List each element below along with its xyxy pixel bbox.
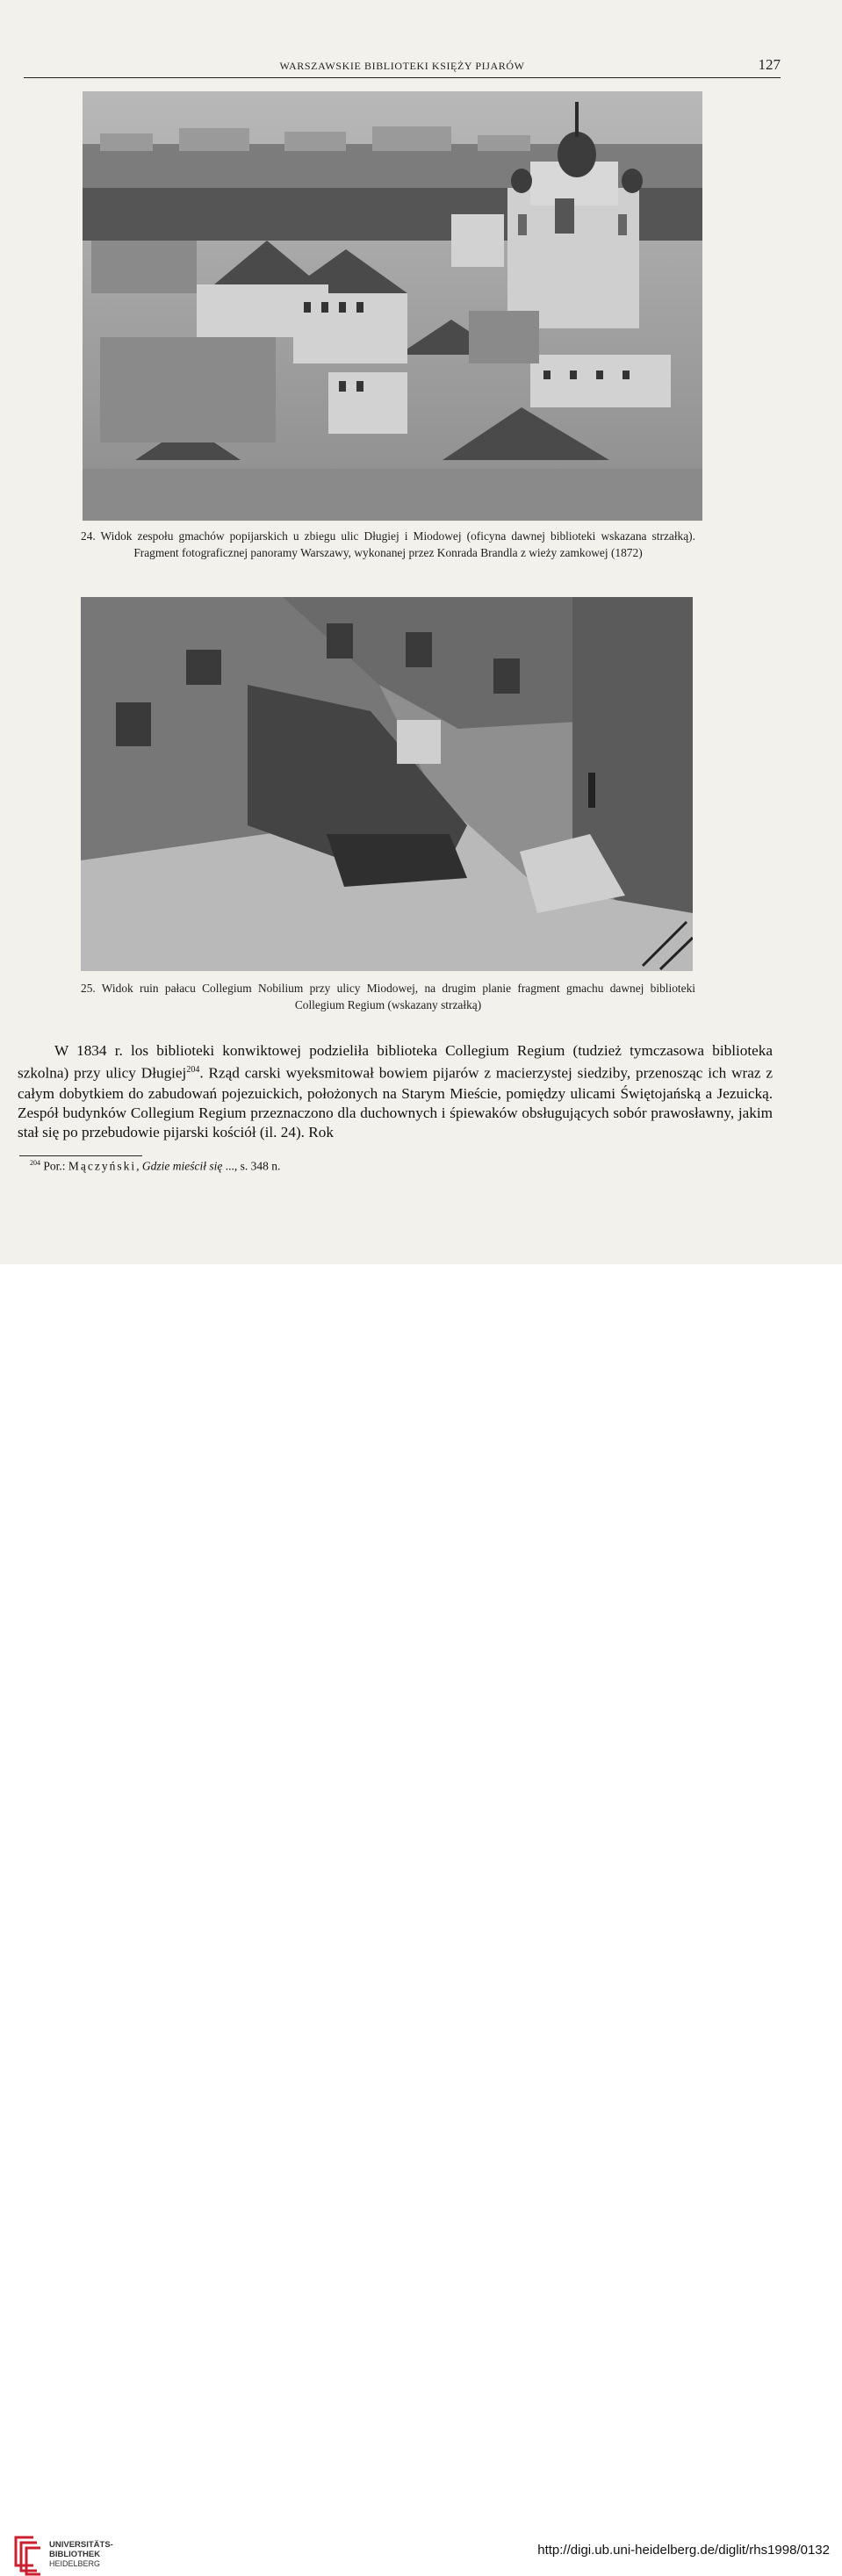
library-name-line3: HEIDELBERG	[49, 2559, 101, 2568]
permalink-url[interactable]: http://digi.ub.uni-heidelberg.de/diglit/rhs1998/0132	[537, 2543, 830, 2558]
body-paragraph	[18, 1041, 773, 1143]
footnote-sep: ,	[136, 1159, 142, 1173]
footnote-author: Mączyński	[68, 1159, 137, 1173]
figure-25-photo	[81, 597, 693, 971]
footnote-number: 204	[30, 1159, 40, 1167]
library-name	[49, 2541, 113, 2569]
panorama-photo-illustration	[83, 91, 702, 521]
library-name-line1: UNIVERSITÄTS-	[49, 2540, 113, 2550]
viewer-footer	[0, 1264, 842, 2568]
footnote-rest: ..., s. 348 n.	[222, 1159, 281, 1173]
figure-25-caption: 25. Widok ruin pałacu Collegium Nobilium przy ulicy Miodowej, na drugim planie fragment gmachu dawnej biblioteki Collegium Regium (wskazany strzałką)	[81, 982, 695, 1011]
running-header	[24, 56, 781, 78]
footnote-prefix: Por.:	[43, 1159, 68, 1173]
figure-24-photo	[83, 91, 702, 521]
footnote	[30, 1159, 280, 1174]
running-title: WARSZAWSKIE BIBLIOTEKI KSIĘŻY PIJARÓW	[279, 60, 525, 72]
library-logo-icon[interactable]	[7, 2534, 42, 2576]
footnote-title: Gdzie mieścił się	[141, 1159, 223, 1173]
book-page	[0, 0, 842, 1264]
figure-24-caption: 24. Widok zespołu gmachów popijarskich u zbiegu ulic Długiej i Miodowej (oficyna dawnej biblioteki wskazana strzałką). Fragment fotograficznej panoramy Warszawy, wykonanej przez Konrada Brandla z wieży zamkowej (1872)	[81, 529, 695, 559]
ruins-photo-illustration	[81, 597, 693, 971]
library-name-line2: BIBLIOTHEK	[49, 2549, 101, 2559]
footnote-ref[interactable]: 204	[186, 1065, 200, 1076]
footnote-divider	[19, 1155, 142, 1156]
body-text-part2: . Rząd carski wyeksmitował bowiem pijarów z macierzystej siedziby, przenosząc ich wraz z całym dobytkiem do zabudowań pojezuickich, położonych na Starym Mieście, pomiędzy ulicami Świętojańską a Jezuicką. Zespół budynków Collegium Regium przeznaczono dla duchownych i śpiewaków obsługujących sobór prawosławny, jakim stał się po przebudowie pijarski kościół (il. 24). Rok	[18, 1065, 774, 1141]
page-number: 127	[758, 56, 781, 73]
body-text-part1: W 1834 r. los biblioteki konwiktowej podzieliła biblioteka Collegium Regium (tudzież tymczasowa biblioteka szkolna) przy ulicy Długiej	[18, 1042, 773, 1083]
